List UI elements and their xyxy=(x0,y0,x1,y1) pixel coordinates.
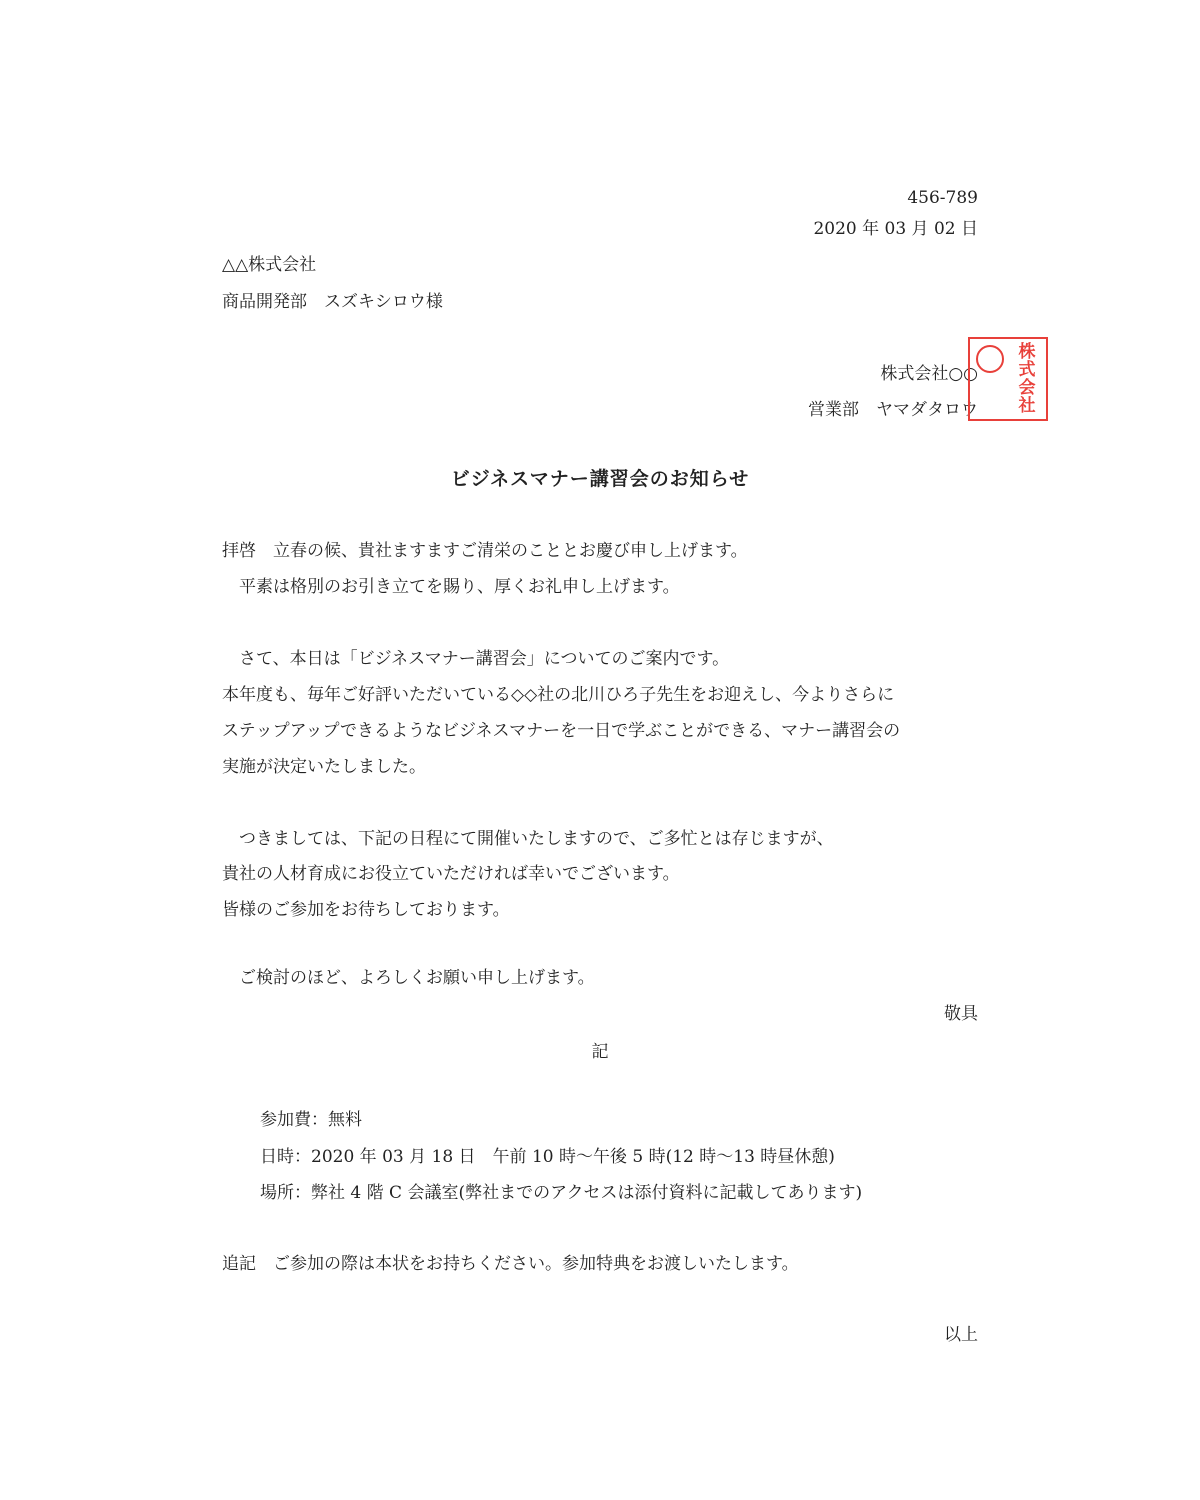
paragraph-2-line-2: 貴社の人材育成にお役立ていただければ幸いでございます。 xyxy=(222,864,680,884)
sender-company: 株式会社○○ xyxy=(880,364,978,384)
end-mark: 以上 xyxy=(944,1325,978,1345)
paragraph-1-line-2: 本年度も、毎年ご好評いただいている◇◇社の北川ひろ子先生をお迎えし、今よりさらに xyxy=(222,685,895,705)
company-seal-stamp xyxy=(968,337,1050,423)
recipient-company: △△株式会社 xyxy=(222,255,317,275)
postscript: 追記 ご参加の際は本状をお持ちください。参加特典をお渡しいたします。 xyxy=(222,1254,799,1274)
seal-text: 株 式 会 社 xyxy=(1018,342,1036,416)
closing-keigu: 敬具 xyxy=(944,1004,978,1024)
paragraph-3-line-1: ご検討のほど、よろしくお願い申し上げます。 xyxy=(222,968,595,988)
seal-circle-icon xyxy=(976,345,1004,373)
paragraph-1-line-4: 実施が決定いたしました。 xyxy=(222,757,426,777)
details-heading: 記 xyxy=(591,1042,609,1062)
paragraph-2-line-1: つきましては、下記の日程にて開催いたしますので、ご多忙とは存じますが、 xyxy=(222,829,834,849)
document-number: 456-789 xyxy=(907,188,978,208)
paragraph-1-line-3: ステップアップできるようなビジネスマナーを一日で学ぶことができる、マナー講習会の xyxy=(222,721,901,741)
details-fee: 参加費：無料 xyxy=(260,1110,362,1130)
recipient-department-person: 商品開発部 スズキシロウ様 xyxy=(222,292,443,312)
document-title: ビジネスマナー講習会のお知らせ xyxy=(450,468,750,490)
paragraph-1-line-1: さて、本日は「ビジネスマナー講習会」についてのご案内です。 xyxy=(222,649,730,669)
document-date: 2020 年 03 月 02 日 xyxy=(813,219,978,239)
details-datetime: 日時：2020 年 03 月 18 日 午前 10 時～午後 5 時(12 時～13 時昼休憩) xyxy=(260,1147,835,1167)
sender-department-person: 営業部 ヤマダタロウ xyxy=(808,400,978,420)
greeting-line-1: 拝啓 立春の候、貴社ますますご清栄のこととお慶び申し上げます。 xyxy=(222,541,748,561)
details-place: 場所：弊社 4 階 C 会議室(弊社までのアクセスは添付資料に記載してあります) xyxy=(260,1183,863,1203)
greeting-line-2: 平素は格別のお引き立てを賜り、厚くお礼申し上げます。 xyxy=(222,577,680,597)
paragraph-2-line-3: 皆様のご参加をお待ちしております。 xyxy=(222,900,510,920)
